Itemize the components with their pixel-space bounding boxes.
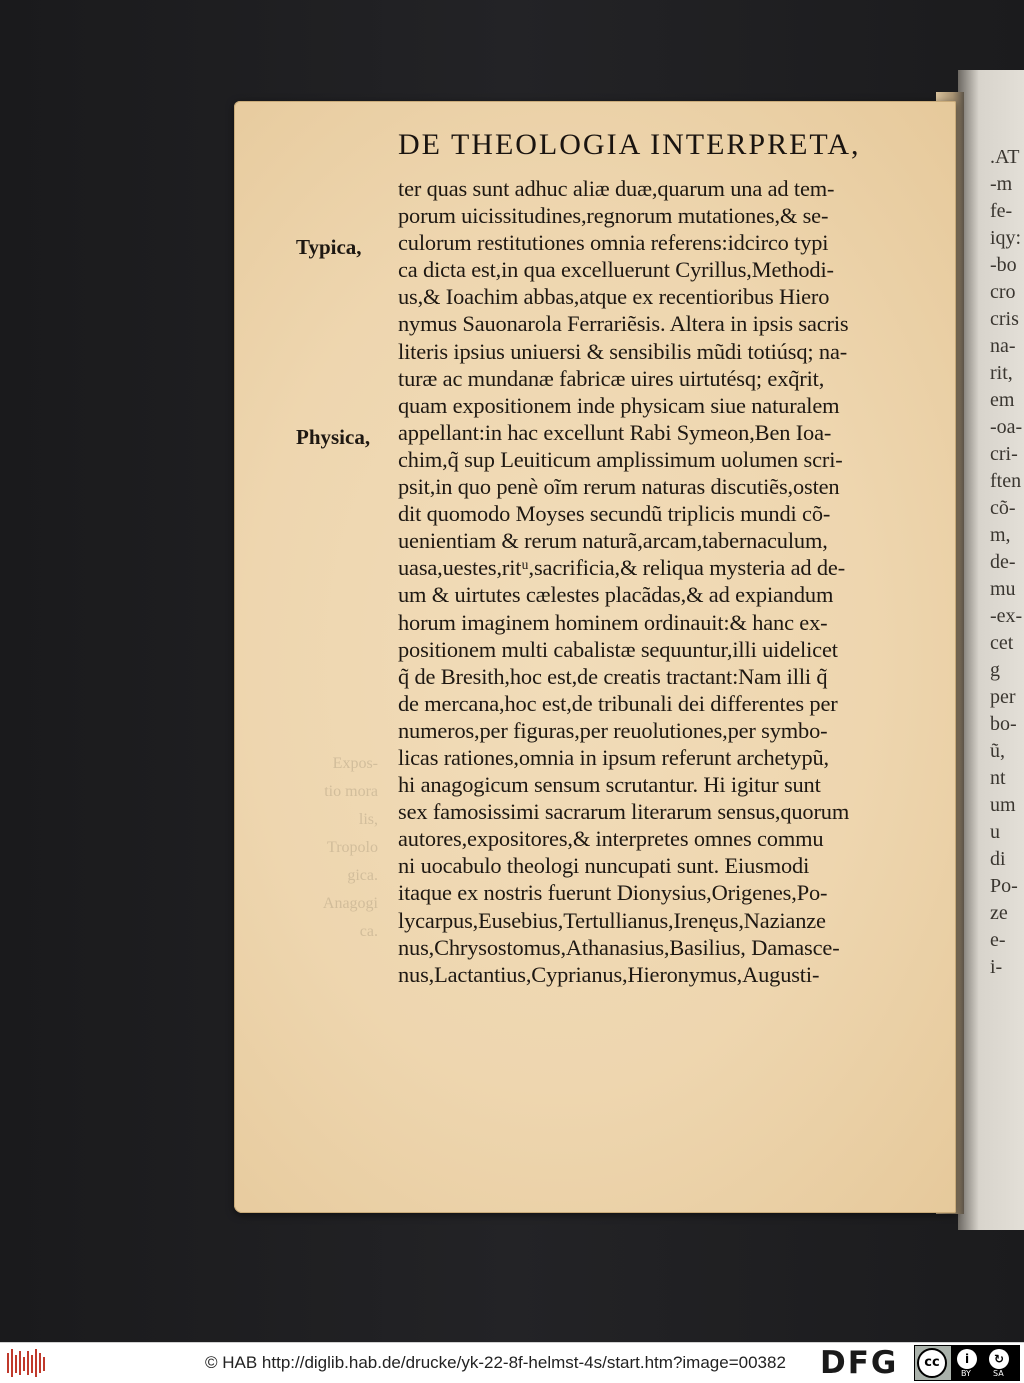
body-line: appellant:in hac excellunt Rabi Symeon,Ben Ioa- — [398, 419, 832, 445]
body-line: numeros,per figuras,per reuolutiones,per symbo- — [398, 717, 828, 743]
body-line: horum imaginem hominem ordinauit:& hanc ex- — [398, 609, 828, 635]
bleed-fragment: lis, — [358, 811, 378, 828]
bleed-fragment: Tropolo — [327, 839, 378, 856]
facing-fragment: ũ, — [990, 740, 1005, 762]
body-line: dit quomodo Moyses secundũ triplicis mundi cõ- — [398, 501, 831, 527]
facing-fragment: m, — [990, 524, 1011, 546]
body-line: nymus Sauonarola Ferrariẽsis. Altera in ipsis sacris — [398, 311, 849, 337]
cc-license-badge[interactable] — [914, 1345, 1020, 1381]
body-line: chim,q̃ sup Leuiticum amplissimum uolumen scri- — [398, 446, 843, 472]
facing-fragment: -oa- — [990, 416, 1023, 438]
facing-fragment: g — [990, 659, 1000, 681]
bleed-fragment: tio mora — [324, 783, 378, 800]
facing-fragment: mu — [990, 578, 1016, 600]
facing-fragment: di — [990, 848, 1006, 870]
facing-page — [958, 70, 1024, 1230]
dfg-logo: DFG — [820, 1345, 899, 1381]
running-head: DE THEOLOGIA INTERPRETA, — [398, 128, 861, 161]
body-line: lycarpus,Eusebius,Tertullianus,Irenęus,Nazianze — [398, 907, 826, 933]
facing-fragment: cris — [990, 308, 1019, 330]
body-line: um & uirtutes cælestes placãdas,& ad expiandum — [398, 582, 834, 608]
facing-fragment: de- — [990, 551, 1016, 573]
attribution-icon: i — [957, 1349, 977, 1369]
bleed-through-text — [298, 750, 378, 946]
facing-fragment: rit, — [990, 362, 1013, 384]
body-line: positionem multi cabalistæ sequuntur,illi uidelicet — [398, 636, 838, 662]
bleed-fragment: ca. — [359, 923, 378, 940]
body-line: psit,in quo penè oĩm rerum naturas discutiẽs,osten — [398, 474, 840, 500]
body-line: porum uicissitudines,regnorum mutationes,& se- — [398, 203, 829, 229]
body-line: ca dicta est,in qua excelluerunt Cyrillus,Methodi- — [398, 257, 834, 283]
body-text — [398, 175, 918, 988]
margin-note-physica: Physica, — [296, 425, 371, 449]
by-label: BY — [961, 1369, 971, 1378]
facing-fragment: i- — [990, 956, 1003, 978]
facing-fragment: ze — [990, 902, 1008, 924]
facing-fragment: na- — [990, 335, 1016, 357]
facing-fragment: u — [990, 821, 1000, 843]
facing-fragment: nt — [990, 767, 1006, 789]
facing-fragment: cõ- — [990, 497, 1016, 519]
facing-fragment: Po- — [990, 875, 1018, 897]
body-line: literis ipsius uniuersi & sensibilis mũdi totiúsq; na- — [398, 338, 848, 364]
body-line: culorum restitutiones omnia referens:idcirco typi — [398, 230, 829, 256]
bleed-fragment: gica. — [347, 867, 378, 884]
body-line: itaque ex nostris fuerunt Dionysius,Origenes,Po- — [398, 880, 828, 906]
facing-fragment: iqy: — [990, 227, 1022, 249]
body-line: de mercana,hoc est,de tribunali dei differentes per — [398, 690, 838, 716]
facing-page-text — [990, 144, 1024, 981]
hab-barcode-logo — [6, 1347, 46, 1379]
facing-fragment: em — [990, 389, 1015, 411]
body-line: us,& Ioachim abbas,atque ex recentioribus Hiero — [398, 284, 830, 310]
body-line: licas rationes,omnia in ipsum referunt archetypũ, — [398, 744, 829, 770]
facing-fragment: ften — [990, 470, 1022, 492]
body-line: uenientiam & rerum naturã,arcam,tabernaculum, — [398, 528, 828, 554]
facing-fragment: cet — [990, 632, 1014, 654]
margin-note-typica: Typica, — [296, 235, 362, 259]
facing-fragment: um — [990, 794, 1016, 816]
facing-fragment: cro — [990, 281, 1016, 303]
facing-fragment: cri- — [990, 443, 1018, 465]
facing-fragment: -m — [990, 173, 1013, 195]
body-line: nus,Lactantius,Cyprianus,Hieronymus,Augusti- — [398, 961, 820, 987]
body-line: q̃ de Bresith,hoc est,de creatis tractant:Nam illi q̃ — [398, 663, 828, 689]
body-line: turæ ac mundanæ fabricæ uires uirtutésq; exq̃rit, — [398, 365, 825, 391]
share-alike-icon: ↻ — [989, 1349, 1009, 1369]
bleed-fragment: Anagogi — [322, 895, 378, 912]
footer-bar — [0, 1342, 1024, 1383]
facing-fragment: bo- — [990, 713, 1017, 735]
facing-fragment: e- — [990, 929, 1006, 951]
body-line: autores,expositores,& interpretes omnes commu — [398, 826, 824, 852]
facing-fragment: fe- — [990, 200, 1013, 222]
body-line: uasa,uestes,ritᵘ,sacrificia,& reliqua mysteria ad de- — [398, 555, 846, 581]
facing-fragment: -ex- — [990, 605, 1023, 627]
facing-fragment: .AT — [990, 146, 1020, 168]
body-line: nus,Chrysostomus,Athanasius,Basilius, Damasce- — [398, 934, 840, 960]
facing-fragment: -bo — [990, 254, 1017, 276]
footer-credit-link[interactable]: © HAB http://diglib.hab.de/drucke/yk-22-8f-helmst-4s/start.htm?image=00382 — [205, 1353, 786, 1372]
body-line: ter quas sunt adhuc aliæ duæ,quarum una ad tem- — [398, 176, 835, 201]
sa-label: SA — [993, 1369, 1004, 1378]
body-line: hi anagogicum sensum scrutantur. Hi igitur sunt — [398, 772, 821, 798]
body-line: ni uocabulo theologi nuncupati sunt. Eiusmodi — [398, 853, 810, 879]
bleed-fragment: Expos- — [332, 755, 378, 772]
cc-icon: cc — [917, 1348, 947, 1378]
facing-fragment: per — [990, 686, 1016, 708]
body-line: sex famosissimi sacrarum literarum sensus,quorum — [398, 799, 850, 825]
body-line: quam expositionem inde physicam siue naturalem — [398, 392, 840, 418]
